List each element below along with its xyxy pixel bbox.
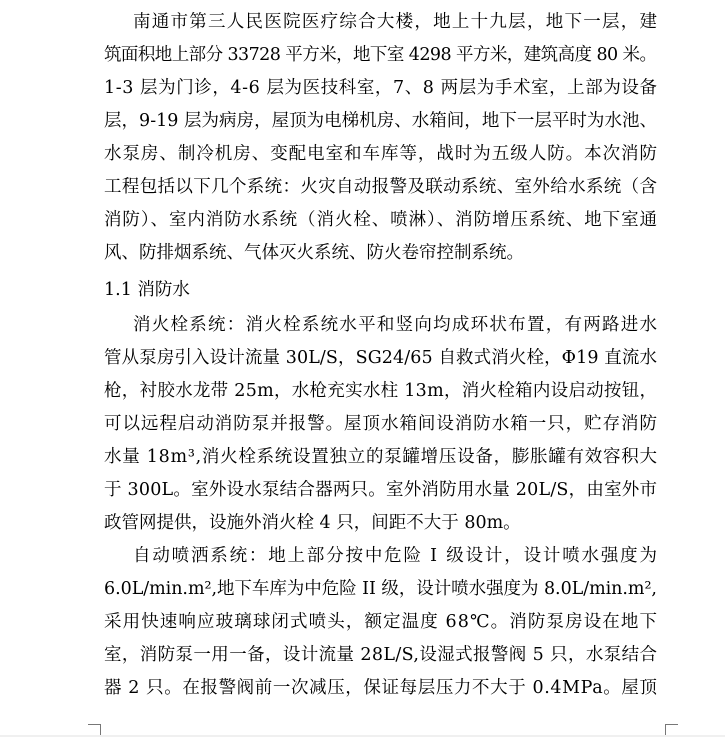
text-line: [0, 6, 725, 39]
text-line-content: 筑面积地上部分 33728 平方米，地下室 4298 平方米，建筑高度 80 米。: [104, 45, 657, 65]
text-line-content: 消火栓系统：消火栓系统水平和竖向均成环状布置，有两路进水: [133, 315, 659, 335]
text-line: [0, 375, 725, 408]
text-line: [0, 309, 725, 342]
text-line-content: 水泵房、制冷机房、变配电室和车库等，战时为五级人防。本次消防: [104, 144, 658, 164]
text-line-content: 于 300L。室外设水泵结合器两只。室外消防用水量 20L/S，由室外市: [104, 480, 658, 500]
text-line: [0, 507, 725, 540]
text-line: [0, 39, 725, 72]
text-line-content: 枪，衬胶水龙带 25m，水枪充实水柱 13m，消火栓箱内设启动按钮，: [104, 381, 658, 401]
text-line-content: 6.0L/min.m²,地下车库为中危险 II 级，设计喷水强度为 8.0L/min.m²,: [104, 579, 657, 599]
text-line-content: 南通市第三人民医院医疗综合大楼，地上十九层，地下一层，建: [133, 12, 659, 32]
text-line-content: 层，9-19 层为病房，屋顶为电梯机房、水箱间，地下一层平时为水池、: [104, 111, 658, 131]
text-line-content: 采用快速响应玻璃球闭式喷头，额定温度 68℃。消防泵房设在地下: [104, 612, 659, 632]
text-line-content: 室，消防泵一用一备，设计流量 28L/S,设湿式报警阀 5 只，水泵结合: [104, 645, 658, 665]
section-heading-text: 1.1 消防水: [104, 280, 190, 300]
text-line: [0, 105, 725, 138]
text-line: [0, 171, 725, 204]
text-line: [0, 672, 725, 705]
text-line: [0, 639, 725, 672]
text-line: [0, 573, 725, 606]
text-line: [0, 606, 725, 639]
text-line: [0, 408, 725, 441]
text-line-content: 器 2 只。在报警阀前一次减压，保证每层压力不大于 0.4MPa。屋顶: [104, 678, 658, 698]
text-line-content: 工程包括以下几个系统：火灾自动报警及联动系统、室外给水系统（含: [104, 177, 658, 197]
text-line: [0, 342, 725, 375]
text-line-content: 管从泵房引入设计流量 30L/S，SG24/65 自救式消火栓，Φ19 直流水: [104, 348, 658, 368]
text-line: [0, 72, 725, 105]
text-line: [0, 138, 725, 171]
text-line-content: 风、防排烟系统、气体灭火系统、防火卷帘控制系统。: [104, 243, 524, 263]
text-line: [0, 204, 725, 237]
text-line: [0, 540, 725, 573]
text-line: [0, 474, 725, 507]
text-line-content: 1-3 层为门诊，4-6 层为医技科室，7、8 两层为手术室，上部为设备: [104, 78, 658, 98]
section-heading: [0, 274, 725, 307]
text-line-content: 水量 18m³,消火栓系统设置独立的泵罐增压设备，膨胀罐有效容积大: [104, 447, 658, 467]
text-line-content: 自动喷洒系统：地上部分按中危险 I 级设计，设计喷水强度为: [133, 546, 659, 566]
text-line-content: 消防）、室内消防水系统（消火栓、喷淋）、消防增压系统、地下室通: [104, 210, 658, 230]
text-line-content: 政管网提供，设施外消火栓 4 只，间距不大于 80m。: [104, 513, 521, 533]
text-line: [0, 441, 725, 474]
text-line: [0, 237, 725, 270]
text-line-content: 可以远程启动消防泵并报警。屋顶水箱间设消防水箱一只，贮存消防: [104, 414, 658, 434]
